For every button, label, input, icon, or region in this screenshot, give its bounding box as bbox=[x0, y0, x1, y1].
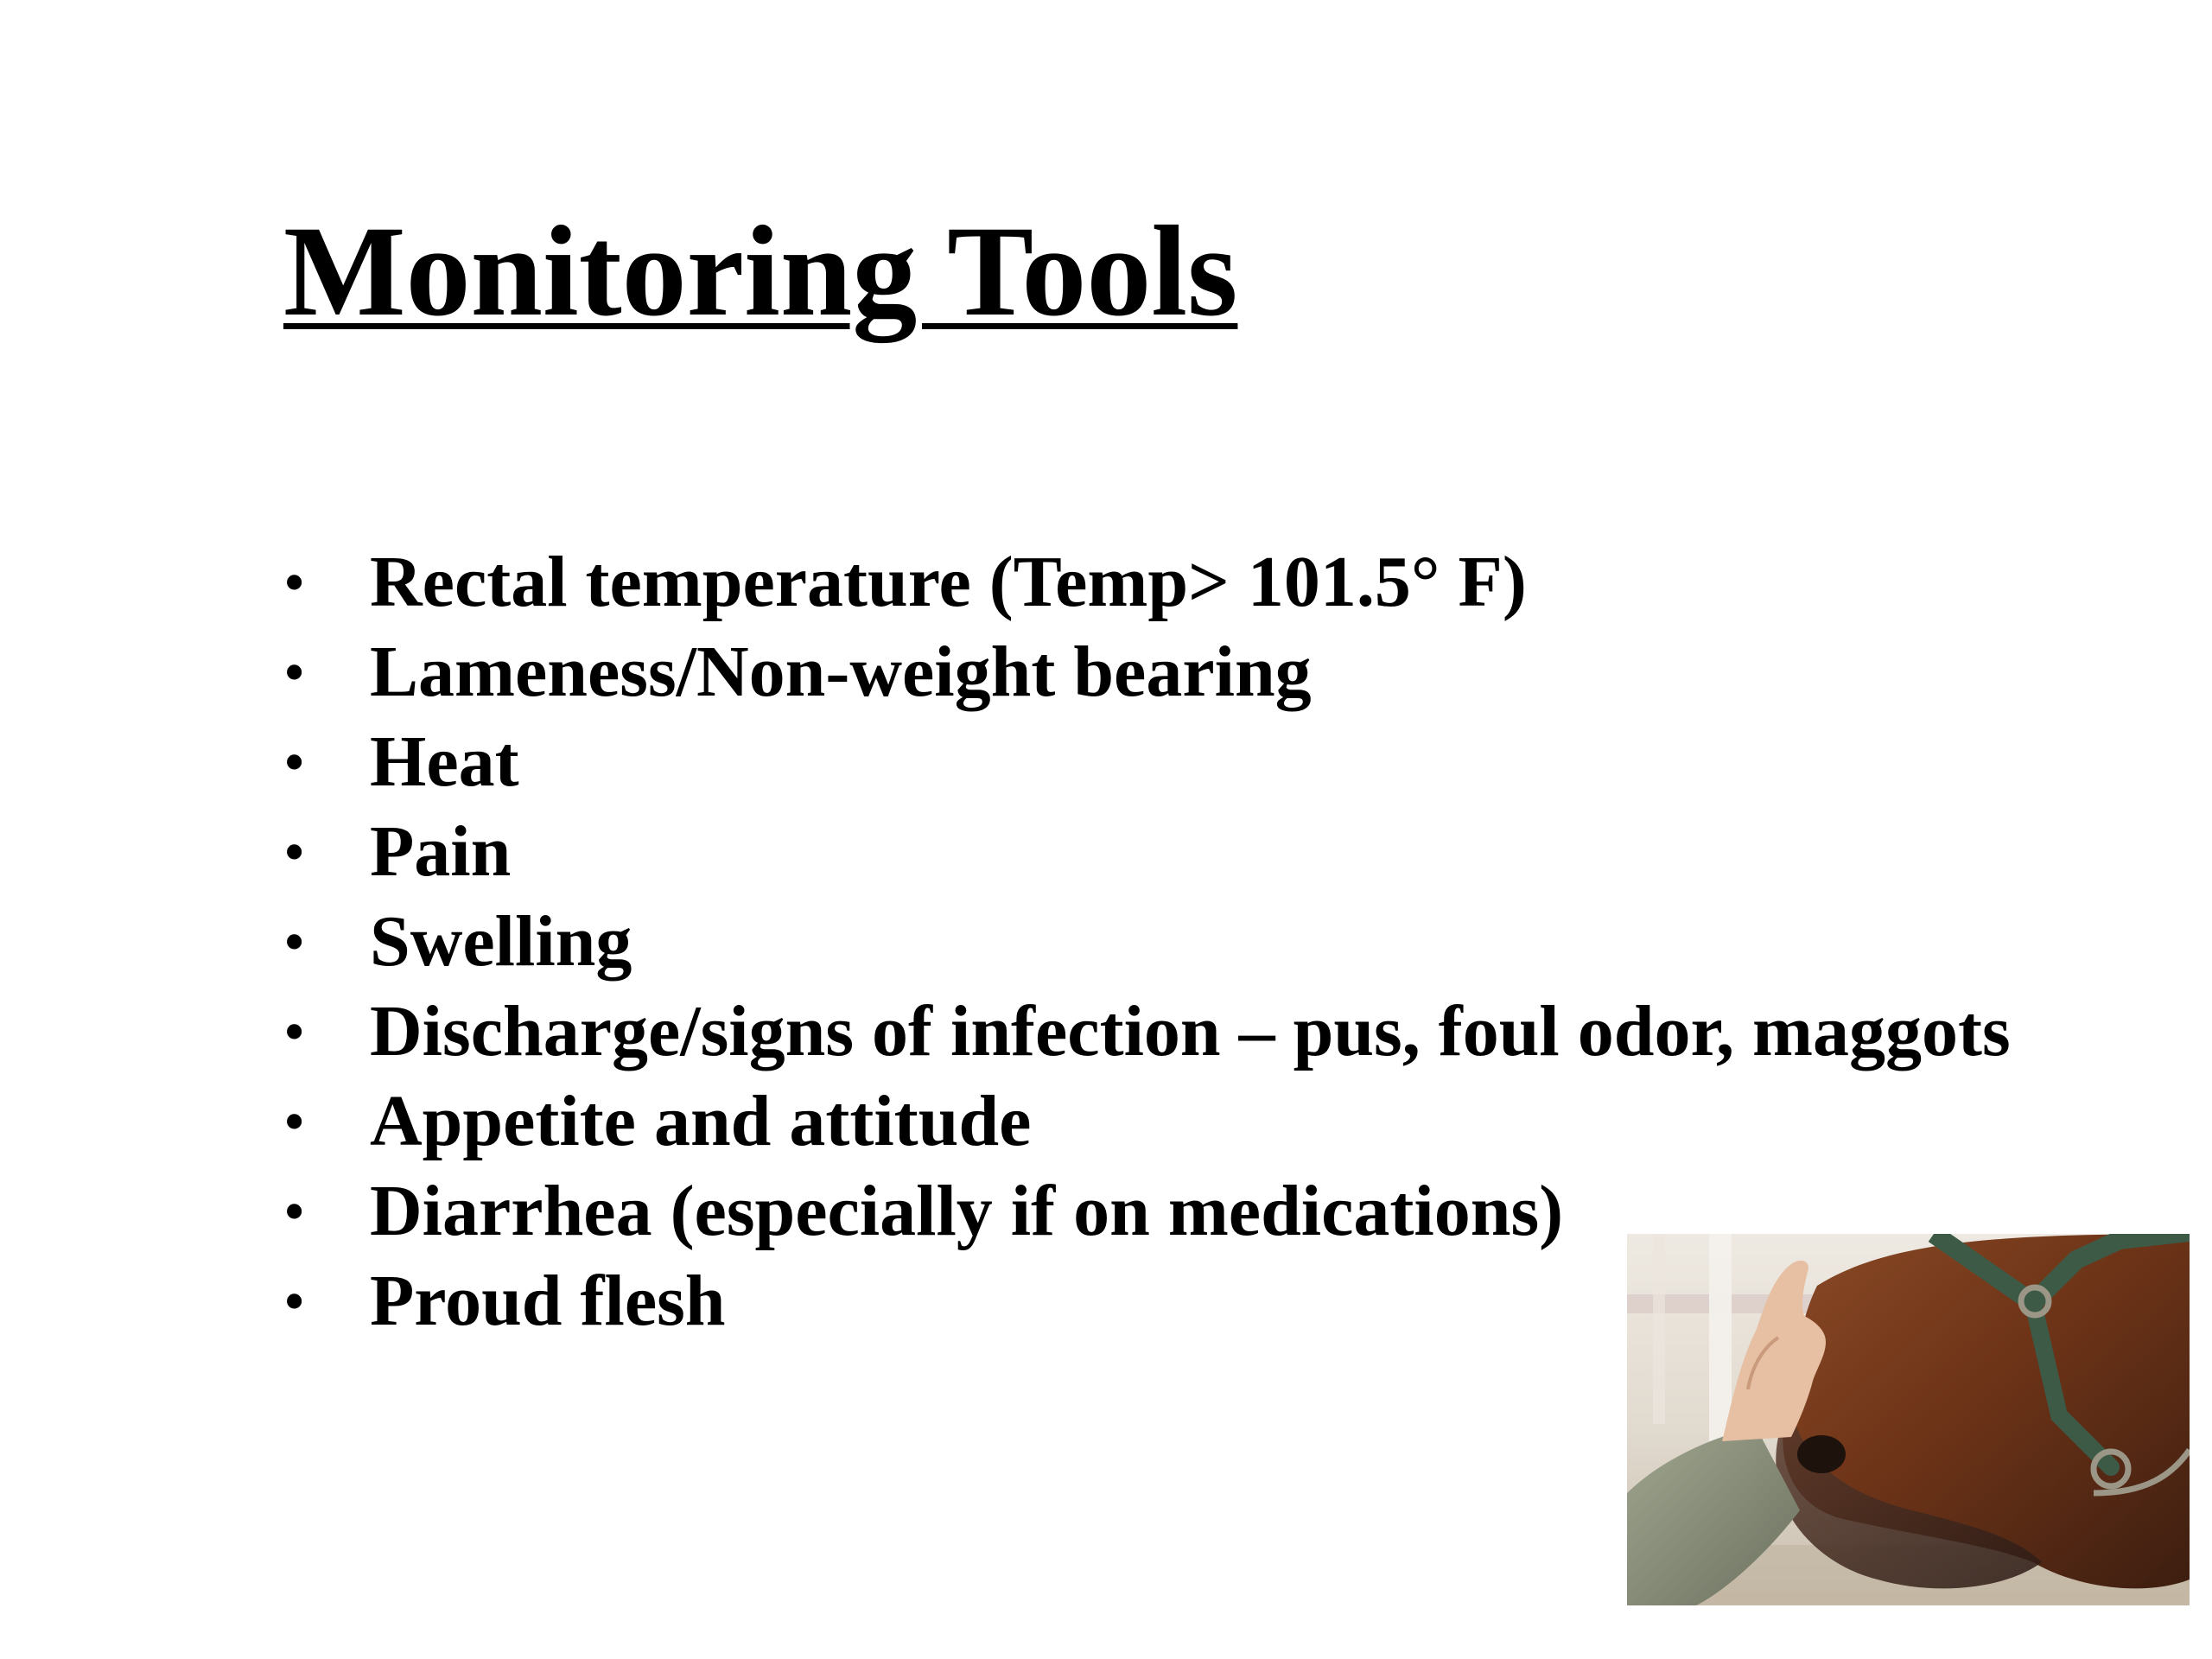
bullet-item bbox=[283, 537, 2011, 627]
bullet-item bbox=[283, 1077, 2011, 1166]
horse-photo bbox=[1627, 1234, 2190, 1605]
bullet-icon: • bbox=[283, 1267, 306, 1336]
bullet-text: Heat bbox=[370, 721, 519, 802]
bullet-icon: • bbox=[283, 817, 306, 887]
bullet-icon: • bbox=[283, 638, 306, 707]
slide-title: Monitoring Tools bbox=[283, 200, 1238, 343]
bullet-icon: • bbox=[283, 1087, 306, 1156]
horse-head-illustration bbox=[1627, 1234, 2190, 1605]
bullet-item bbox=[283, 627, 2011, 717]
bullet-icon: • bbox=[283, 997, 306, 1066]
bullet-text: Appetite and attitude bbox=[370, 1081, 1032, 1161]
bullet-text: Diarrhea (especially if on medications) bbox=[370, 1171, 1564, 1251]
bullet-icon: • bbox=[283, 907, 306, 976]
bullet-text: Proud flesh bbox=[370, 1261, 726, 1341]
bullet-text: Pain bbox=[370, 811, 512, 892]
bullet-text: Rectal temperature (Temp> 101.5° F) bbox=[370, 542, 1527, 622]
bullet-item bbox=[283, 807, 2011, 897]
bullet-text: Swelling bbox=[370, 901, 632, 982]
bullet-item bbox=[283, 987, 2011, 1077]
bullet-item bbox=[283, 897, 2011, 987]
bullet-text: Discharge/signs of infection – pus, foul odor, maggots bbox=[370, 991, 2011, 1071]
bullet-item bbox=[283, 717, 2011, 807]
bullet-icon: • bbox=[283, 728, 306, 797]
bullet-text: Lameness/Non-weight bearing bbox=[370, 632, 1312, 712]
bullet-list bbox=[283, 537, 2011, 1346]
bullet-icon: • bbox=[283, 548, 306, 617]
bullet-icon: • bbox=[283, 1177, 306, 1246]
